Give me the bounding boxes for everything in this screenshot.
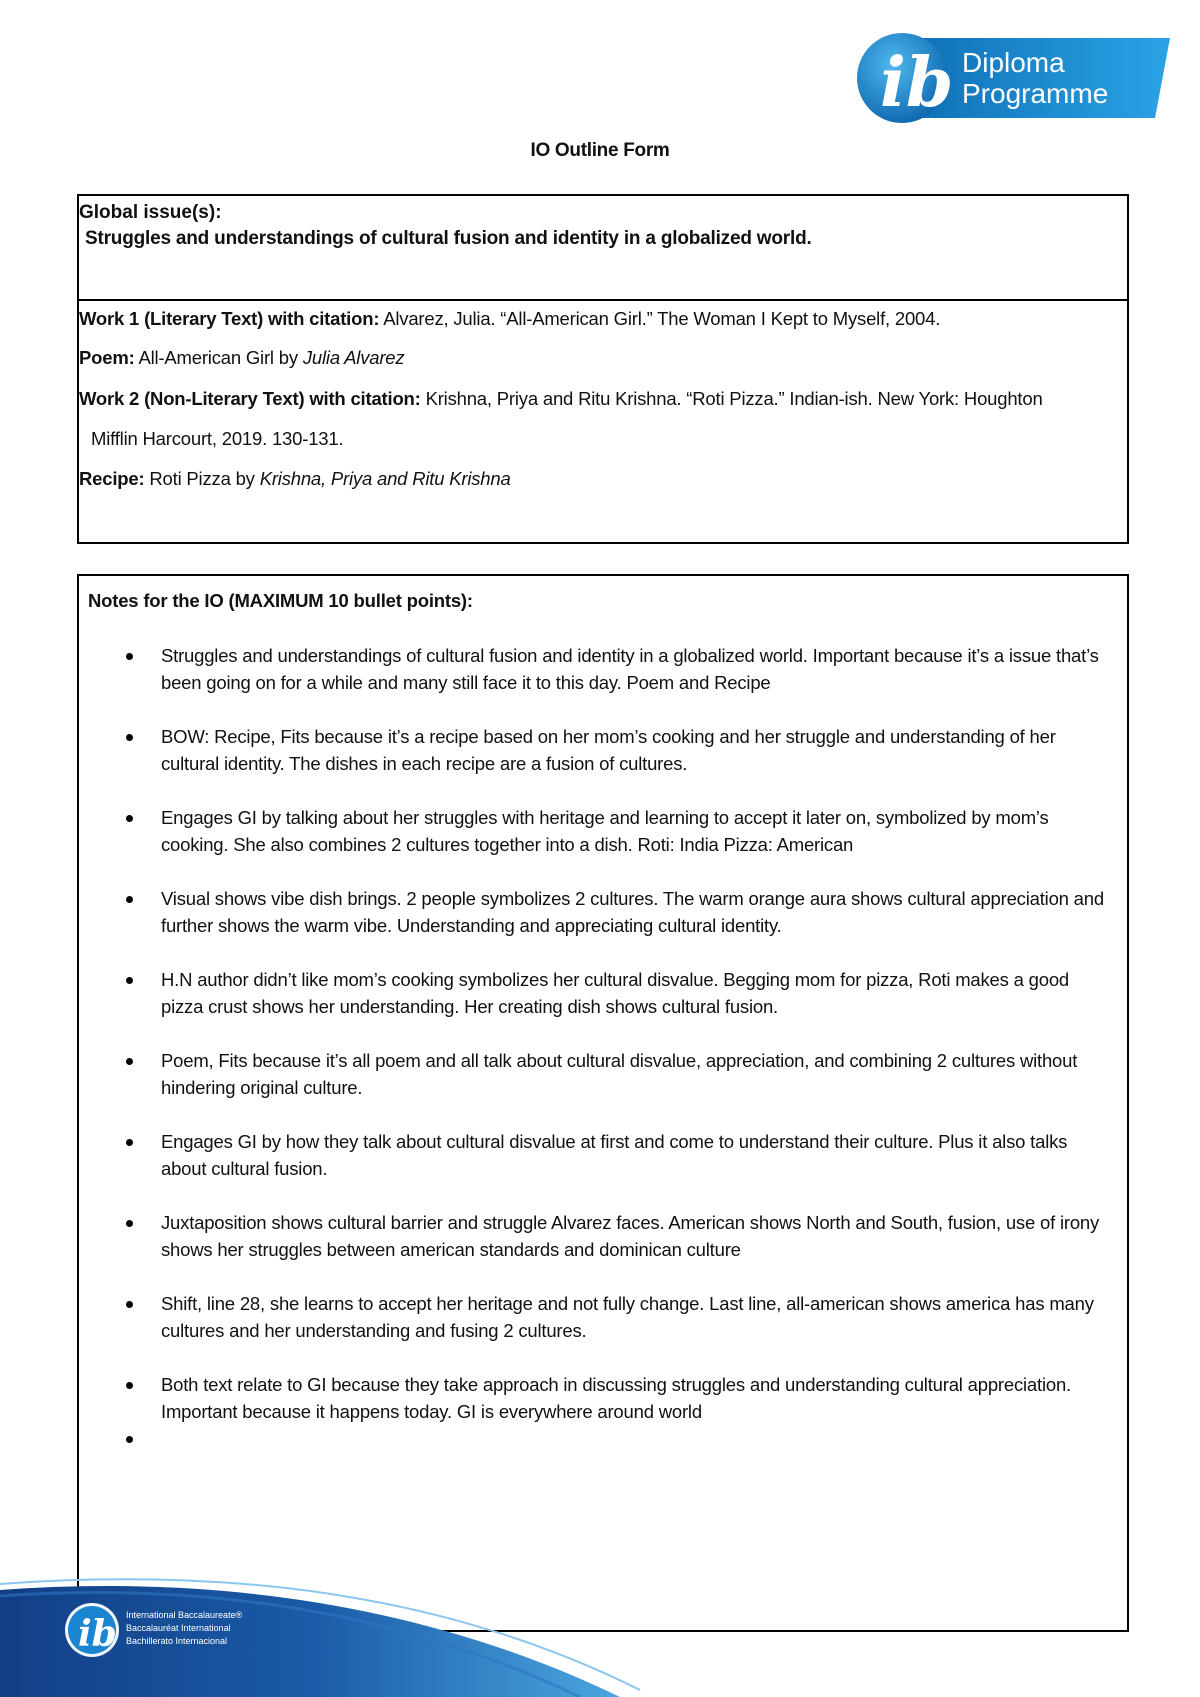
bullet-icon [126,1382,133,1389]
footer-org-fr: Baccalauréat International [126,1623,231,1633]
bullet-icon [126,1139,133,1146]
bullet-icon [126,1058,133,1065]
work1-label: Work 1 (Literary Text) with citation: [79,308,380,329]
work2-citation-1: Krishna, Priya and Ritu Krishna. “Roti Pizza.” Indian-ish. New York: Houghton [420,388,1043,409]
poem-text: All-American Girl by [134,347,303,368]
ib-diploma-programme-logo [850,30,1170,125]
logo-line2: Programme [962,78,1109,109]
footer-logo-mark: ib [78,1613,117,1655]
work1-line [79,308,940,330]
recipe-text: Roti Pizza by [144,468,260,489]
poem-label: Poem: [79,347,135,368]
work2-citation-2: Mifflin Harcourt, 2019. 130-131. [91,428,344,449]
global-issue-text: Struggles and understandings of cultural fusion and identity in a globalized world. [85,228,812,249]
bullet-icon [126,653,133,660]
footer-org-en: International Baccalaureate® [126,1610,243,1620]
footer-wave [0,1560,1200,1697]
logo-mark: ib [880,43,954,123]
notes-title: Notes for the IO (MAXIMUM 10 bullet points): [88,590,473,611]
logo-line1: Diploma [962,47,1065,78]
bullet-icon [126,977,133,984]
note-item: H.N author didn’t like mom’s cooking symbolizes her cultural disvalue. Begging mom for pizza, Roti makes a good pizza crust shows her understanding. Her creating dish shows cultural fusion. [79,966,1124,1020]
bullet-icon [126,734,133,741]
note-item: Shift, line 28, she learns to accept her heritage and not fully change. Last line, all-american shows america has many cultures and her understanding and fusing 2 cultures. [79,1290,1124,1344]
bullet-icon [126,1301,133,1308]
poem-author: Julia Alvarez [302,347,405,368]
notes-list [79,642,1124,1452]
note-item: Struggles and understandings of cultural fusion and identity in a globalized world. Important because it’s a issue that’s been going on for a while and many still face it to this day. Poem and Recipe [79,642,1124,696]
work2-label: Work 2 (Non-Literary Text) with citation: [79,388,421,409]
work1-citation: Alvarez, Julia. “All-American Girl.” The Woman I Kept to Myself, 2004. [379,308,941,329]
bullet-icon [126,1220,133,1227]
note-item-empty [79,1425,1124,1452]
footer-org-es: Bachillerato Internacional [126,1636,228,1646]
global-issue-box [77,194,1129,544]
recipe-author: Krishna, Priya and Ritu Krishna [259,468,511,489]
notes-box [77,574,1129,1632]
poem-line [79,347,404,369]
note-item: Both text relate to GI because they take approach in discussing struggles and understanding cultural appreciation. Important because it happens today. GI is everywhere around world [79,1371,1124,1425]
bullet-icon [126,1436,133,1443]
box-divider [79,299,1127,301]
note-item: Visual shows vibe dish brings. 2 people symbolizes 2 cultures. The warm orange aura shows cultural appreciation and further shows the warm vibe. Understanding and appreciating cultural identity. [79,885,1124,939]
recipe-label: Recipe: [79,468,145,489]
global-issue-label: Global issue(s): [79,202,222,223]
bullet-icon [126,896,133,903]
note-item: Poem, Fits because it’s all poem and all talk about cultural disvalue, appreciation, and combining 2 cultures without hindering original culture. [79,1047,1124,1101]
note-item: BOW: Recipe, Fits because it’s a recipe based on her mom’s cooking and her struggle and understanding of her cultural identity. The dishes in each recipe are a fusion of cultures. [79,723,1124,777]
note-item: Engages GI by how they talk about cultural disvalue at first and come to understand their culture. Plus it also talks about cultural fusion. [79,1128,1124,1182]
work2-line [79,388,1043,410]
recipe-line [79,468,511,490]
note-item: Juxtaposition shows cultural barrier and struggle Alvarez faces. American shows North and South, fusion, use of irony shows her struggles between american standards and dominican culture [79,1209,1124,1263]
bullet-icon [126,815,133,822]
form-title: IO Outline Form [530,140,670,161]
note-item: Engages GI by talking about her struggles with heritage and learning to accept it later on, symbolized by mom’s cooking. She also combines 2 cultures together into a dish. Roti: India Pizza: American [79,804,1124,858]
